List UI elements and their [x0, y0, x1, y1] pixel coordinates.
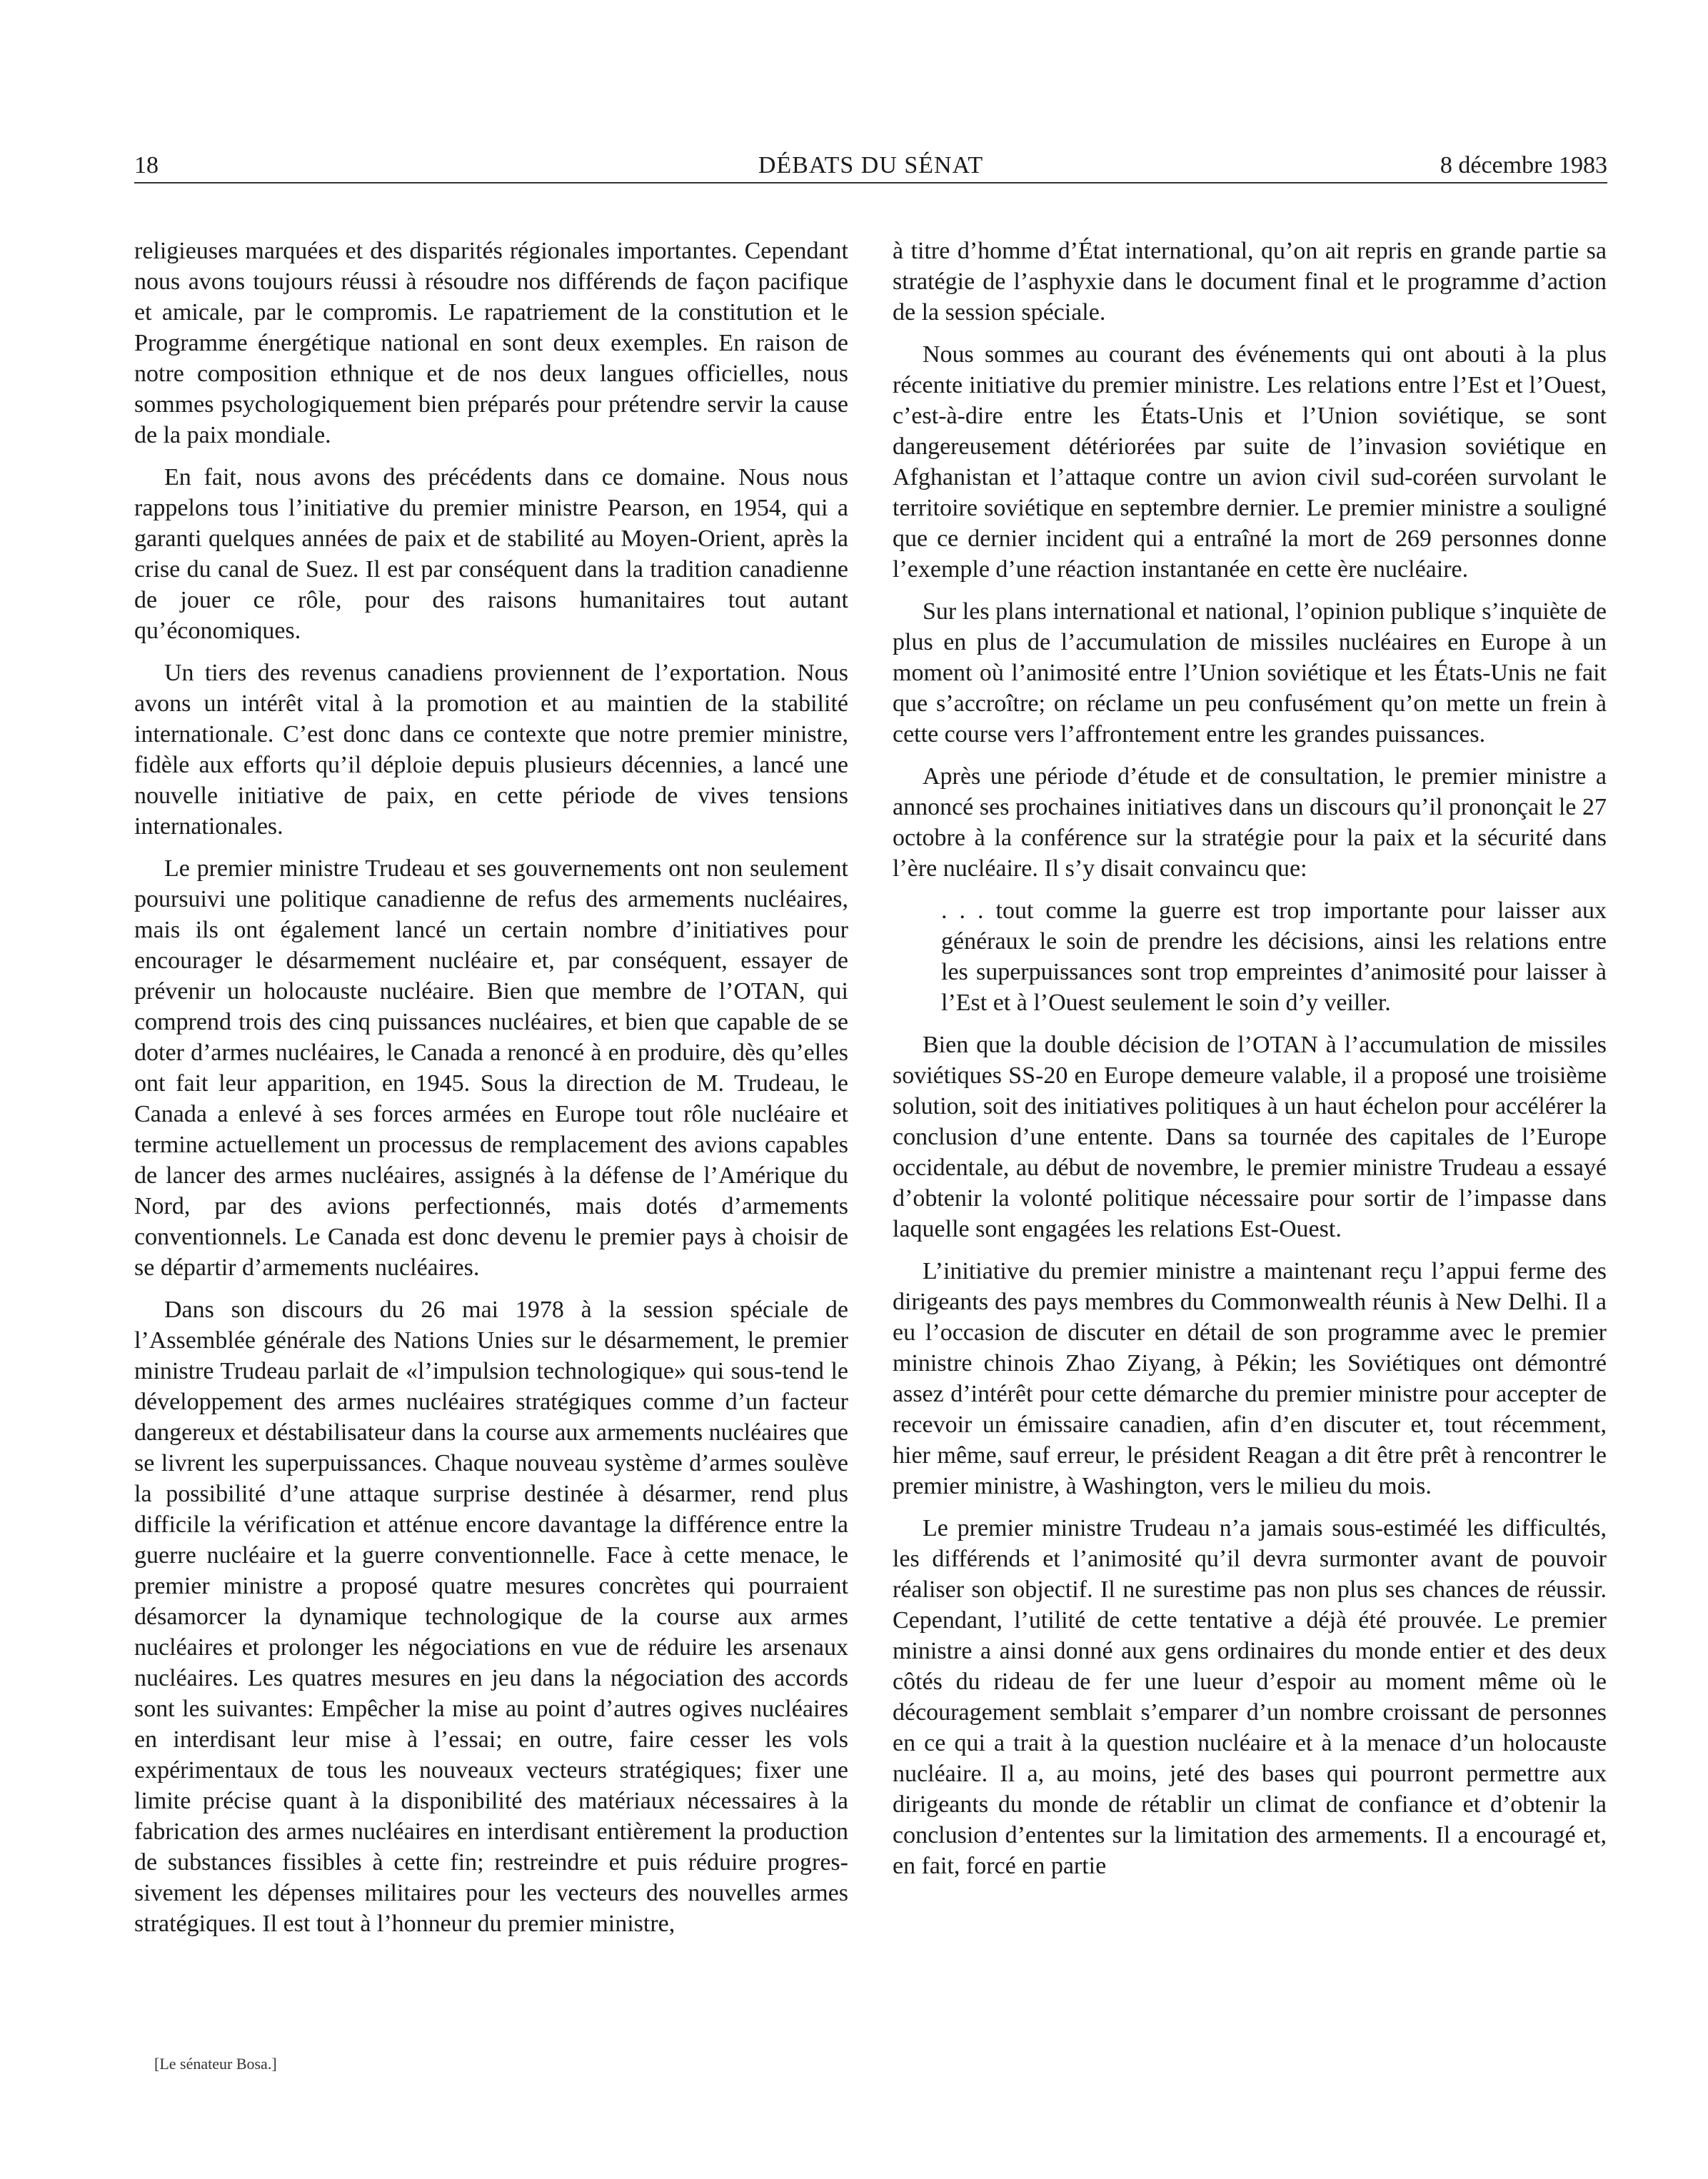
paragraph: Après une période d’étude et de consultation, le premier ministre a annoncé ses prochaines initiatives dans un discours qu’il prononçait le 27 octobre à la conférence sur la stratégie pour la paix et la sécurité dans l’ère nucléaire. Il s’y disait convaincu que: — [893, 763, 1607, 882]
paragraph: Dans son discours du 26 mai 1978 à la session spéciale de l’Assemblée générale des Nations Unies sur le désarmement, le premier ministre Trudeau parlait de «l’impulsion technologique» qui sous-tend le développement des armes nucléaires stratégiques comme d’un facteur dangereux et déstabilisateur dans la course aux armements nucléaires que se livrent les superpuissances. Chaque nouveau système d’armes soulève la possibilité d’une attaque surprise destinée à désarmer, rend plus difficile la vérification et atténue encore davantage la différence entre la guerre nucléaire et la guerre conventionnelle. Face à cette menace, le premier ministre a proposé quatre mesures concrètes qui pourraient désamorcer la dynamique technologique de la course aux armes nucléaires et prolonger les négociations en vue de réduire les arsenaux nucléaires. Les quatres mesures en jeu dans la négociation des accords sont les suivantes: Empêcher la mise au point d’autres ogives nucléaires en interdisant leur mise à l’essai; en outre, faire cesser les vols expérimentaux de tous les nouveaux vecteurs stratégiques; fixer une limite précise quant à la disponibilité des matériaux nécessaires à la fabrication des armes nucléaires en interdisant entièrement la production de substances fissibles à cette fin; restreindre et puis réduire progressivement les dépenses militaires pour les vecteurs des nouvelles armes stratégiques. Il est tout à l’honneur du premier ministre, — [134, 1297, 848, 1937]
paragraph: Le premier ministre Trudeau n’a jamais sous-estiméé les difficultés, les différends et l’animosité qu’il devra surmonter avant de pouvoir réaliser son objectif. Il ne surestime pas non plus ses chances de réussir. Cependant, l’utilité de cette tentative a déjà été prouvée. Le premier ministre a ainsi donné aux gens ordinaires du monde entier et des deux côtés du rideau de fer une lueur d’espoir au moment même où le découragement semblait s’emparer d’un nombre croissant de personnes en ce qui a trait à la question nucléaire et à la menace d’un holocauste nucléaire. Il a, au moins, jeté des bases qui pourront permettre aux dirigeants du monde de rétablir un climat de confiance et d’obtenir la conclusion d’ententes sur la limitation des armements. Il a encouragé et, en fait, forcé en partie — [893, 1515, 1607, 1879]
page-header — [134, 146, 1607, 183]
right-column — [893, 236, 1607, 1893]
paragraph: Un tiers des revenus canadiens proviennent de l’exportation. Nous avons un intérêt vital à la promotion et au maintien de la stabilité internationale. C’est donc dans ce contexte que notre premier ministre, fidèle aux efforts qu’il déploie depuis plusieurs décennies, a lancé une nouvelle initiative de paix, en cette période de vives tensions internationales. — [134, 660, 848, 840]
paragraph: Bien que la double décision de l’OTAN à l’accumulation de missiles soviétiques SS-20 en Europe demeure valable, il a proposé une troisième solution, soit des initiatives politiques à un haut échelon pour accélérer la conclusion d’une entente. Dans sa tournée des capitales de l’Europe occidentale, au début de novembre, le premier ministre Trudeau a essayé d’obtenir la volonté politique nécessaire pour sortir de l’impasse dans laquelle sont engagées les relations Est-Ouest. — [893, 1032, 1607, 1242]
page-number: 18 — [134, 152, 159, 178]
publication-date: 8 décembre 1983 — [1440, 152, 1607, 178]
paragraph: L’initiative du premier ministre a maintenant reçu l’appui ferme des dirigeants des pays membres du Commonwealth réunis à New Delhi. Il a eu l’occasion de discuter en détail de son programme avec le premier ministre chinois Zhao Ziyang, à Pékin; les Soviétiques ont démontré assez d’intérêt pour cette démarche du premier ministre pour accepter de recevoir un émissaire canadien, afin d’en discuter et, tout récemment, hier même, sauf erreur, le président Reagan a dit être prêt à rencontrer le premier ministre, à Washington, vers le milieu du mois. — [893, 1258, 1607, 1499]
paragraph: religieuses marquées et des disparités régionales importantes. Cependant nous avons toujours réussi à résoudre nos différends de façon pacifique et amicale, par le compromis. Le rapatriement de la constitution et le Programme énergétique national en sont deux exemples. En raison de notre composition ethnique et de nos deux langues officielles, nous sommes psychologiquement bien préparés pour prétendre servir la cause de la paix mondiale. — [134, 238, 848, 448]
paragraph: Sur les plans international et national, l’opinion publique s’inquiète de plus en plus de l’accumulation de missiles nucléaires en Europe à un moment où l’animosité entre l’Union soviétique et les États-Unis ne fait que s’accroître; on réclame un peu confusément qu’on mette un frein à cette course vers l’affrontement entre les grandes puissances. — [893, 598, 1607, 748]
publication-title: DÉBATS DU SÉNAT — [758, 152, 984, 178]
paragraph: à titre d’homme d’État international, qu’on ait repris en grande partie sa stratégie de l’asphyxie dans le document final et le programme d’action de la session spéciale. — [893, 238, 1607, 326]
left-column — [134, 236, 848, 1951]
paragraph: Nous sommes au courant des événements qui ont abouti à la plus récente initiative du premier ministre. Les relations entre l’Est et l’Ouest, c’est-à-dire entre les États-Unis et l’Union soviétique, se sont dangereusement détériorées par suite de l’invasion soviétique en Afghanistan et l’attaque contre un avion civil sud-coréen survolant le territoire soviétique en septembre dernier. Le premier ministre a souligné que ce dernier incident qui a entraîné la mort de 269 personnes donne l’exemple d’une réaction instantanée en cette ère nucléaire. — [893, 341, 1607, 583]
speaker-footnote: [Le sénateur Bosa.] — [154, 2055, 277, 2073]
paragraph: Le premier ministre Trudeau et ses gouvernements ont non seulement poursuivi une politique canadienne de refus des armements nucléaires, mais ils ont également lancé un certain nombre d’initiatives pour encourager le désarmement nucléaire et, par conséquent, essayer de prévenir un holocauste nucléaire. Bien que membre de l’OTAN, qui comprend trois des cinq puissances nucléaires, et bien que capable de se doter d’armes nucléaires, le Canada a renoncé à en produire, dès qu’elles ont fait leur apparition, en 1945. Sous la direction de M. Trudeau, le Canada a enlevé à ses forces armées en Europe tout rôle nucléaire et termine actuellement un processus de remplacement des avions capables de lancer des armes nucléaires, assignés à la défense de l’Amérique du Nord, par des avions perfectionnés, mais dotés d’armements conventionnels. Le Canada est donc devenu le premier pays à choisir de se départir d’armements nucléaires. — [134, 855, 848, 1281]
paragraph: En fait, nous avons des précédents dans ce domaine. Nous nous rappelons tous l’initiative du premier ministre Pearson, en 1954, qui a garanti quelques années de paix et de stabilité au Moyen-Orient, après la crise du canal de Suez. Il est par conséquent dans la tradition canadienne de jouer ce rôle, pour des raisons humanitaires tout autant qu’économiques. — [134, 464, 848, 644]
block-quote: . . . tout comme la guerre est trop importante pour laisser aux généraux le soin de prendre les décisions, ainsi les relations entre les superpuissances sont trop empreintes d’animosité pour laisser à l’Est et à l’Ouest seulement le soin d’y veiller. — [941, 897, 1607, 1016]
